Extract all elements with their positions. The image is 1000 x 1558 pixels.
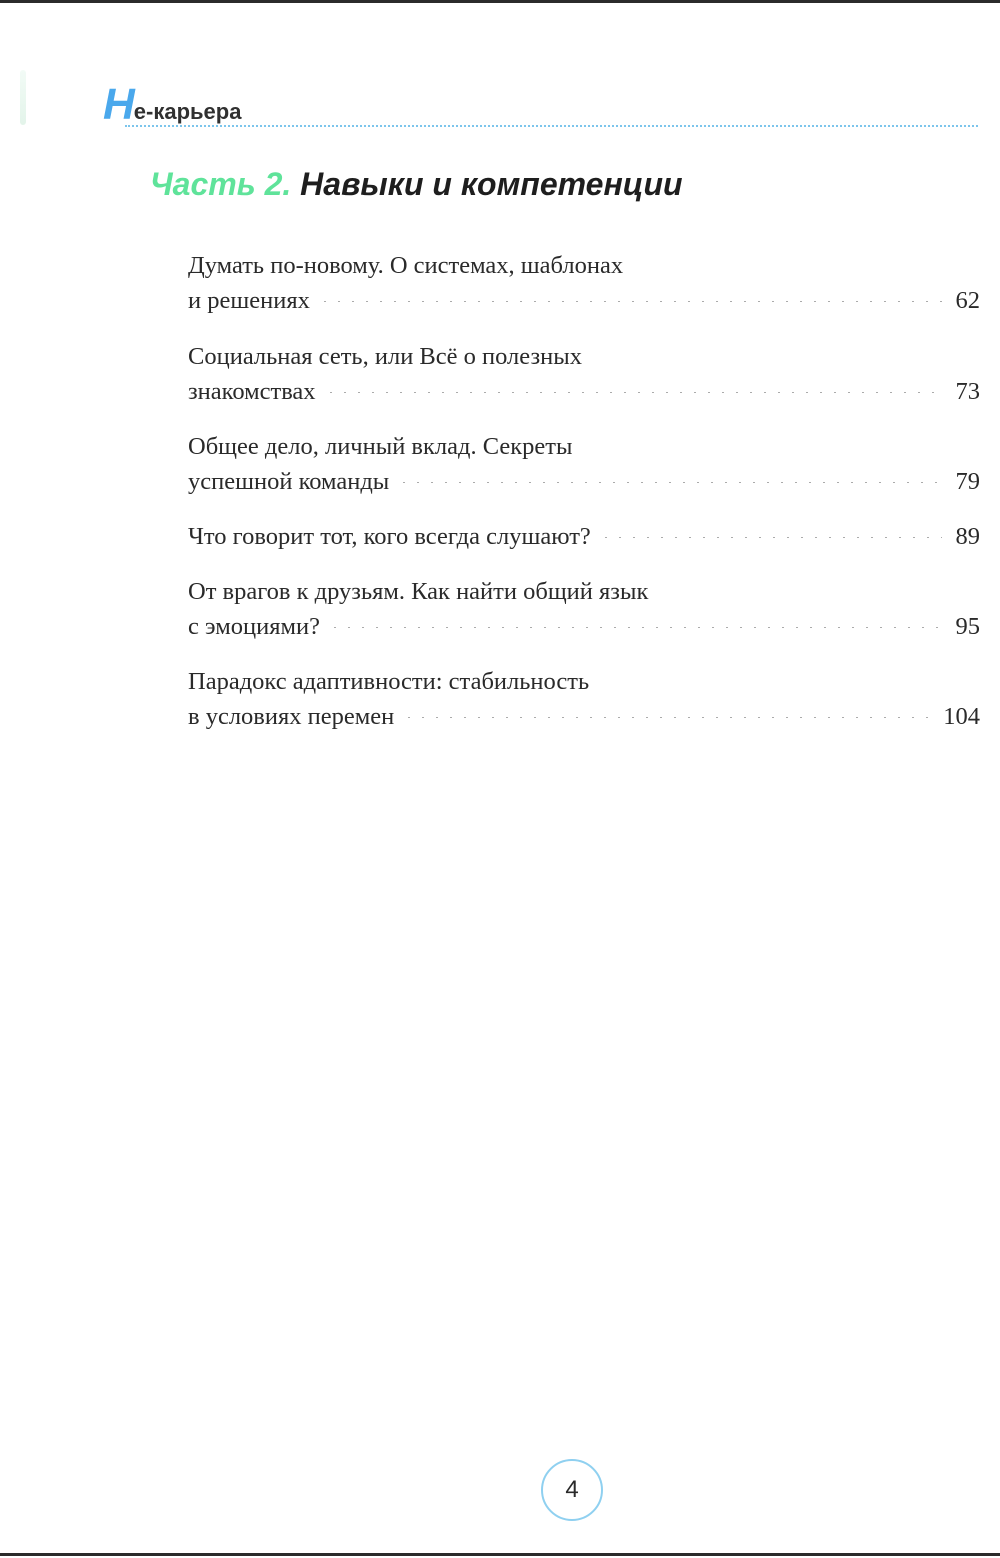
- book-title-initial: Н: [103, 80, 134, 129]
- dot-leader: [402, 717, 937, 718]
- part-heading: [150, 166, 850, 203]
- dot-leader: [599, 537, 942, 538]
- toc-entry-title-line1: Общее дело, личный вклад. Секреты: [188, 433, 573, 460]
- toc-page-number: 104: [943, 703, 980, 730]
- toc-entry-title-line2: и решениях: [188, 287, 310, 314]
- toc-entry-title-line2: в условиях перемен: [188, 703, 395, 730]
- toc-page-number: 89: [955, 523, 980, 550]
- margin-mark: [20, 70, 26, 125]
- toc-entry[interactable]: [188, 574, 980, 644]
- header-dotted-rule: [125, 125, 978, 127]
- toc-entry[interactable]: [188, 339, 980, 409]
- toc-page-number: 62: [955, 287, 980, 314]
- toc-entry[interactable]: [188, 519, 980, 554]
- toc-page-number: 79: [955, 468, 980, 495]
- top-border: [0, 0, 1000, 3]
- toc-page-number: 95: [955, 613, 980, 640]
- part-label: Часть 2.: [150, 166, 292, 202]
- toc-entry-title-line1: Социальная сеть, или Всё о полезных: [188, 343, 582, 370]
- book-title-rest: е-карьера: [133, 99, 242, 124]
- running-header: [103, 80, 978, 130]
- toc-entry-title: Что говорит тот, кого всегда слушают?: [188, 523, 591, 550]
- toc-entry[interactable]: [188, 664, 980, 734]
- book-title: [103, 80, 242, 129]
- part-title: Навыки и компетенции: [300, 166, 683, 202]
- bottom-border: [0, 1553, 1000, 1556]
- toc-entry-title-line1: Парадокс адаптивности: стабильность: [188, 668, 590, 695]
- toc-entry[interactable]: [188, 429, 980, 499]
- dot-leader: [324, 392, 942, 393]
- page-number: 4: [565, 1476, 579, 1503]
- toc-entry-title-line2: знакомствах: [188, 378, 316, 405]
- toc-entry-title-line1: От врагов к друзьям. Как найти общий язык: [188, 578, 649, 605]
- dot-leader: [328, 627, 942, 628]
- toc-entry-title-line1: Думать по-новому. О системах, шаблонах: [188, 252, 624, 279]
- toc-entry-title-line2: с эмоциями?: [188, 613, 321, 640]
- dot-leader: [397, 482, 942, 483]
- toc-page-number: 73: [955, 378, 980, 405]
- page-number-badge: [541, 1459, 603, 1521]
- dot-leader: [318, 301, 942, 302]
- toc-entry-title-line2: успешной команды: [188, 468, 390, 495]
- toc-entry[interactable]: [188, 248, 980, 318]
- table-of-contents: [188, 248, 980, 734]
